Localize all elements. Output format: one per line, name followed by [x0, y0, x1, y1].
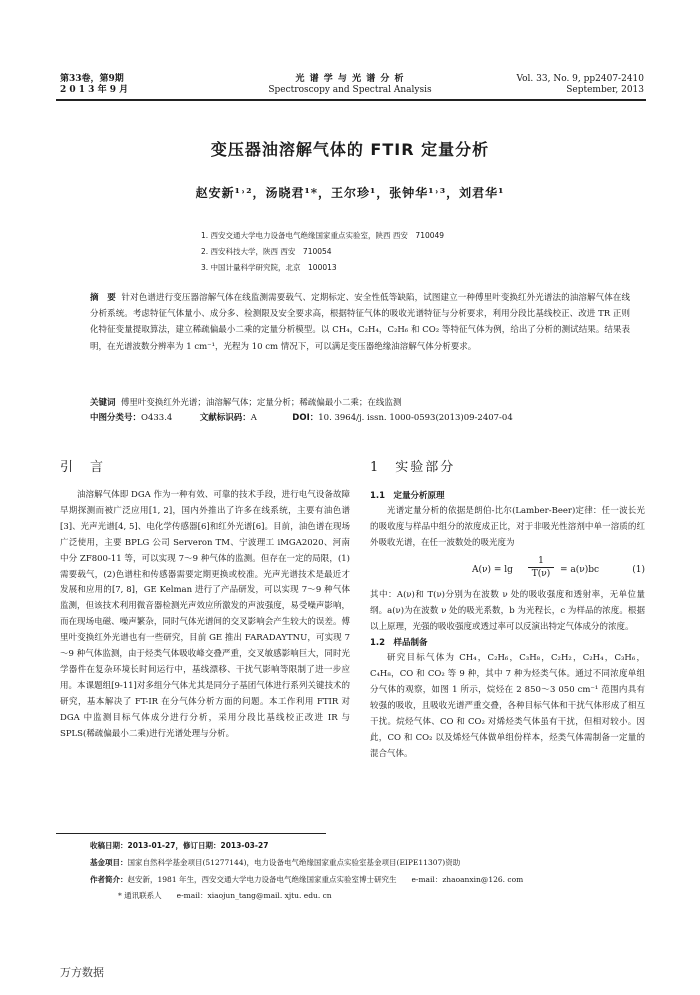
keywords: [90, 396, 401, 410]
experiment-heading: 1 实验部分: [370, 460, 456, 475]
equation-1: [370, 555, 645, 585]
footnote-received: 收稿日期：2013-01-27，修订日期：2013-03-27: [90, 841, 269, 850]
clc-label: 中图分类号：: [90, 413, 142, 423]
fund-text: 国家自然科学基金项目(51277144)，电力设备电气绝缘国家重点实验室基金项目(EIPE11307)资助: [127, 858, 461, 867]
header-rule: [56, 99, 646, 101]
wanfang-watermark: 万方数据: [60, 966, 104, 979]
equation-rhs: = a(ν)bc: [560, 564, 600, 575]
subsection-1-2-heading: 1.2 样品制备: [370, 638, 428, 649]
subsection-1-1-heading: 1.1 定量分析原理: [370, 491, 445, 501]
experiment-column: [370, 488, 645, 763]
header-journal-cn: 光 谱 学 与 光 谱 分 析: [295, 74, 405, 84]
intro-paragraph: 油溶解气体即 DGA 作为一种有效、可靠的技术手段，进行电气设备故障早期探测而被广泛应用[1, 2]，国内外推出了许多在线系统，主要有油色谱[3]、光声光谱[4, 5]、电化学传感器[6]和红外光谱[6]。目前，油色谱在现场广泛使用，主要 BPLG 公司 Serveron TM、宁波理工 iMGA2020、河南中分 ZF800-11 等，可以实现 7～9 种气体的监测。但存在一定的局限，(1)需要载气，(2)色谱柱和传感器需要定期更换或校准。光声光谱技术是最近才发展和应用的[7, 8]，GE Kelman 进行了产品研发，可以实现 7～9 种气体监测，但该技术利用微音器检测光声效应所激发的声波强度，易受噪声影响，而在现场电磁、噪声繁杂，同时气体光谱间的交叉影响会产生较大的误差。傅里叶变换红外光谱也有一些研究，目前 GE 推出 FARADAYTNU，可实现 7～9 种气体监测，由于烃类气体吸收峰交叠严重，交叉敏感影响巨大，同时光学器件在复杂环境长时间运行中，基线漂移、干扰气影响等限制了进一步应用。本课题组[9-11]对多组分气体尤其是同分子基团气体进行系列关键技术的研究，基本解决了 FT-IR 在分气体分析方面的问题。本工作利用 FTIR 对 DGA 中监测目标气体成分进行分析，采用分段比基线校正改进 IR 与 SPLS(稀疏偏最小二乘)进行光谱处理与分析。: [60, 490, 350, 739]
experiment-paragraph-1: 光谱定量分析的依据是朗伯-比尔(Lamber-Beer)定律：任一波长光的吸收度与样品中组分的浓度成正比，对于非吸光性溶剂中单一溶质的红外吸收光谱，在任一波数处的吸光度为: [370, 506, 645, 548]
doi-value: 10. 3964/j. issn. 1000-0593(2013)09-2407-04: [318, 413, 513, 423]
author-list: 赵安新¹˒²，汤晓君¹*，王尔珍¹，张钟华¹˒³，刘君华¹: [195, 186, 505, 200]
paper-title: 变压器油溶解气体的 FTIR 定量分析: [210, 140, 490, 159]
affiliation-2: 2. 西安科技大学，陕西 西安 710054: [201, 247, 332, 256]
footnote-fund: [90, 855, 460, 871]
header-volume-line: 第33卷，第9期: [60, 74, 124, 84]
equation-number: (1): [632, 564, 645, 575]
clc-value: O433.4: [141, 413, 173, 423]
header-journal: [220, 74, 480, 96]
doi-label: DOI：: [292, 413, 319, 423]
equation-fraction: [528, 555, 554, 580]
header-month-line: September, 2013: [566, 85, 644, 95]
header-volume: [60, 74, 128, 96]
footnote-rule: [56, 833, 326, 834]
equation-denominator: T(ν): [531, 568, 551, 579]
equation-lhs: A(ν) = lg: [472, 564, 513, 575]
bio-text: 赵安新，1981 年生，西安交通大学电力设备电气绝缘国家重点实验室博士研究生 e-mail：zhaoanxin@126. com: [127, 875, 524, 884]
header-date-line: 2 0 1 3 年 9 月: [60, 85, 129, 95]
equation-numerator: 1: [528, 555, 554, 568]
fund-label: 基金项目：: [90, 858, 128, 867]
doc-code-value: A: [250, 413, 257, 423]
abstract-label: 摘 要: [90, 293, 116, 303]
keywords-label: 关键词: [90, 398, 116, 408]
affiliation-1: 1. 西安交通大学电力设备电气绝缘国家重点实验室，陕西 西安 710049: [201, 231, 445, 240]
keywords-text: 傅里叶变换红外光谱；油溶解气体；定量分析；稀疏偏最小二乘；在线监测: [120, 398, 402, 408]
footnote-author-bio: [90, 872, 523, 888]
affiliation-3: 3. 中国计量科学研究院，北京 100013: [201, 263, 337, 272]
classification-line: [90, 411, 513, 425]
abstract-text: 针对色谱进行变压器溶解气体在线监测需要载气、定期标定、安全性低等缺陷，试图建立一种傅里叶变换红外光谱法的油溶解气体在线分析系统。考虑特征气体量小、成分多、检测限及安全要求高，根据特征气体的吸收光谱特征与分析要求，利用分段比基线校正、改进 TR 正则化特征变量提取算法，建立稀疏偏最小二乘的定量分析模型。以 CH₄，C₂H₄，C₂H₆ 和 CO₂ 等特征气体为例，给出了分析的测试结果。结果表明，在光谱波数分辨率为 1 cm⁻¹，光程为 10 cm 情况下，可以满足变压器绝缘油溶解气体分析要求。: [90, 293, 630, 352]
abstract: [90, 290, 630, 355]
header-issue-line: Vol. 33, No. 9, pp2407-2410: [516, 74, 644, 84]
intro-column: [60, 488, 350, 743]
doc-code-label: 文献标识码：: [199, 413, 251, 423]
experiment-paragraph-3: 研究目标气体为 CH₄，C₂H₆，C₃H₈，C₂H₂，C₂H₄，C₃H₆，C₄H₈，CO 和 CO₂ 等 9 种，其中 7 种为烃类气体。通过不同浓度单组分气体的观察，如图 1 所示，烷烃在 2 850～3 050 cm⁻¹ 范围内具有较强的吸收，且吸收光谱严重交叠，各种目标气体和干扰气体形成了相互干扰。烷烃气体、CO 和 CO₂ 对烯烃类气体虽有干扰，但相对较小。因此，CO 和 CO₂ 以及烯烃气体做单组份样本，烃类气体需制备一定量的混合气体。: [370, 653, 645, 759]
bio-label: 作者简介：: [90, 875, 128, 884]
header-journal-en: Spectroscopy and Spectral Analysis: [268, 85, 432, 95]
intro-heading: 引 言: [60, 460, 106, 475]
experiment-paragraph-2: 其中：A(ν)和 T(ν)分别为在波数 ν 处的吸收强度和透射率，无单位量纲。a(ν)为在波数 ν 处的吸光系数，b 为光程长，c 为样品的浓度。根据以上原理，光强的吸收强度或透过率可以反演出特定气体成分的浓度。: [370, 589, 645, 632]
header-issue: [516, 74, 644, 96]
footnote-corresponding: * 通讯联系人 e-mail：xiaojun_tang@mail. xjtu. edu. cn: [118, 891, 332, 900]
